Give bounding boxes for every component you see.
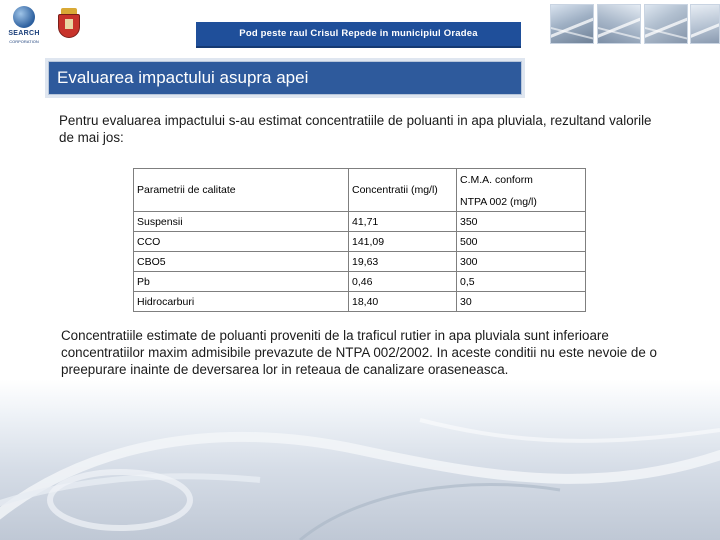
header-photo-bridge-4 [690,4,720,44]
cell-concentration: 0,46 [349,272,457,292]
cell-cma: 350 [457,212,586,232]
logo-text: SEARCH [8,30,40,37]
cell-cma: 300 [457,252,586,272]
header-photo-bridge-2 [597,4,641,44]
header-cma-line1: C.M.A. conform [460,174,533,186]
cell-parameter: Pb [134,272,349,292]
table-row [134,212,586,232]
aerial-background-image [0,380,720,540]
table-row [134,252,586,272]
pollutant-table [133,168,586,312]
cell-concentration: 19,63 [349,252,457,272]
header-photo-bridge-3 [644,4,688,44]
cell-concentration: 41,71 [349,212,457,232]
search-logo [4,4,44,44]
table-row [134,232,586,252]
cell-concentration: 18,40 [349,292,457,312]
cell-cma: 30 [457,292,586,312]
cell-cma: 500 [457,232,586,252]
header-concentration: Concentratii (mg/l) [349,169,457,212]
table-row [134,272,586,292]
cell-concentration: 141,09 [349,232,457,252]
header-cma-line2: NTPA 002 (mg/l) [460,196,537,208]
header-parameter: Parametrii de calitate [134,169,349,212]
header-banner [196,22,521,48]
cell-parameter: Hidrocarburi [134,292,349,312]
intro-paragraph: Pentru evaluarea impactului s-au estimat concentratiile de poluanti in apa pluviala, rezultand valorile de mai jos: [59,113,652,145]
logo-subtext: CORPORATION [9,39,39,44]
conclusion-paragraph: Concentratiile estimate de poluanti proveniti de la traficul rutier in apa pluviala sunt inferioare concentratiilor maxim admisibile prevazute de NTPA 002/2002. In aceste conditii nu este nevoie de o preepurare inainte de deversarea lor in reteaua de canalizare oraseneasca. [61,328,657,377]
header-cma [457,169,586,212]
cell-cma: 0,5 [457,272,586,292]
globe-icon [13,6,35,28]
slide-title-box [48,61,522,95]
cell-parameter: CCO [134,232,349,252]
table-row [134,292,586,312]
cell-parameter: CBO5 [134,252,349,272]
city-crest-icon [58,8,80,38]
header [0,0,720,48]
table-header-row [134,169,586,212]
header-photo-bridge-1 [550,4,594,44]
banner-title: Pod peste raul Crisul Repede in municipiul Oradea [239,28,478,39]
slide-title: Evaluarea impactului asupra apei [57,68,309,87]
cell-parameter: Suspensii [134,212,349,232]
